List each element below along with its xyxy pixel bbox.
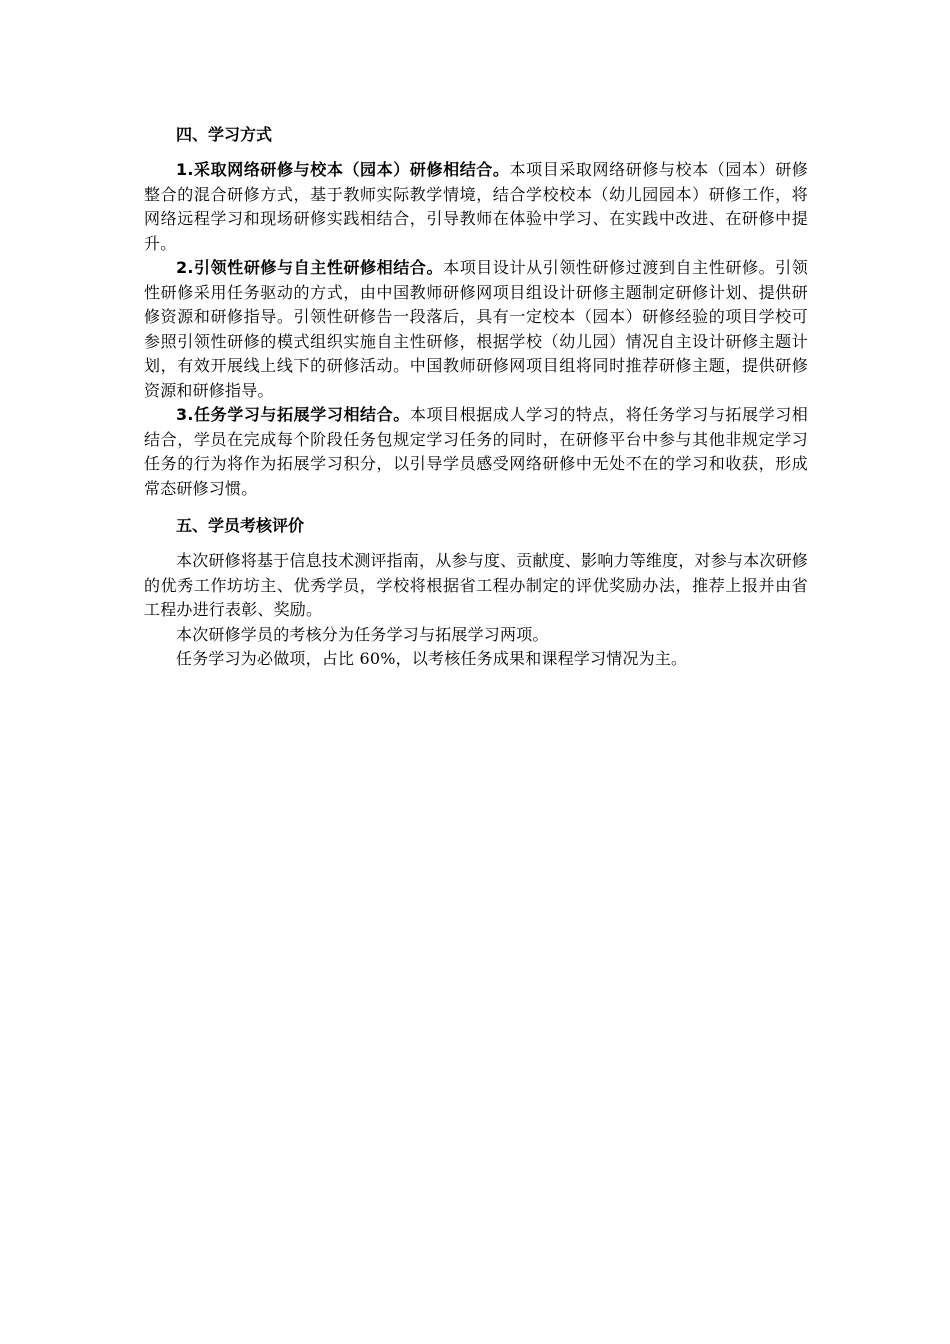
paragraph-guided-autonomous-combined — [144, 256, 808, 403]
paragraph-body: 本项目设计从引领性研修过渡到自主性研修。引领性研修采用任务驱动的方式，由中国教师研修网项目组设计研修主题制定研修计划、提供研修资源和研修指导。引领性研修告一段落后，具有一定校本（园本）研修经验的项目学校可参照引领性研修的模式组织实施自主性研修，根据学校（幼儿园）情况自主设计研修主题计划，有效开展线上线下的研修活动。中国教师研修网项目组将同时推荐研修主题，提供研修资源和研修指导。 — [144, 258, 808, 400]
paragraph-task-extended-combined — [144, 403, 808, 501]
paragraph-online-school-combined — [144, 158, 808, 256]
paragraph-body: 本项目根据成人学习的特点，将任务学习与拓展学习相结合，学员在完成每个阶段任务包规定学习任务的同时，在研修平台中参与其他非规定学习任务的行为将作为拓展学习积分，以引导学员感受网络研修中无处不在的学习和收获，形成常态研修习惯。 — [144, 405, 808, 498]
document-page — [144, 122, 808, 672]
paragraph-assessment-basis: 本次研修将基于信息技术测评指南，从参与度、贡献度、影响力等维度，对参与本次研修的优秀工作坊坊主、优秀学员，学校将根据省工程办制定的评优奖励办法，推荐上报并由省工程办进行表彰、奖励。 — [144, 551, 808, 619]
paragraph-lead: 1.采取网络研修与校本（园本）研修相结合。 — [176, 160, 510, 179]
paragraph-body: 本项目采取网络研修与校本（园本）研修整合的混合研修方式，基于教师实际教学情境，结合学校校本（幼儿园园本）研修工作，将网络远程学习和现场研修实践相结合，引导教师在体验中学习、在实践中改进、在研修中提升。 — [144, 160, 808, 253]
paragraph-lead: 2.引领性研修与自主性研修相结合。 — [176, 258, 444, 277]
paragraph-assessment-parts: 本次研修学员的考核分为任务学习与拓展学习两项。 — [176, 624, 549, 644]
paragraph-task-weight: 任务学习为必做项，占比 60%，以考核任务成果和课程学习情况为主。 — [176, 649, 688, 668]
section-heading-learning-method: 四、学习方式 — [176, 125, 273, 144]
section-heading-assessment: 五、学员考核评价 — [176, 516, 305, 535]
paragraph-lead: 3.任务学习与拓展学习相结合。 — [176, 405, 410, 424]
